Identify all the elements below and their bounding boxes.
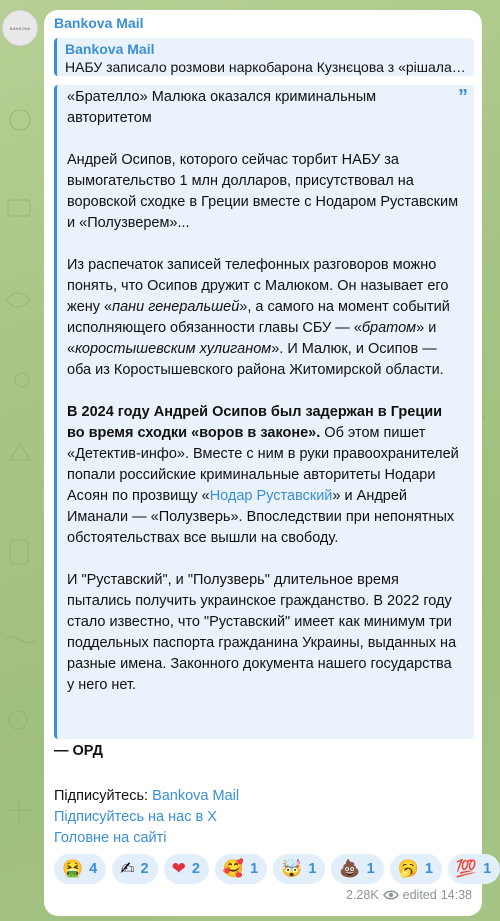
reply-preview[interactable] <box>54 38 474 76</box>
heart-emoji-icon: ❤ <box>171 859 186 879</box>
yawn-emoji-icon: 🥱 <box>397 859 419 879</box>
reaction-count: 1 <box>366 861 375 877</box>
reaction-count: 2 <box>191 861 200 877</box>
reaction-count: 1 <box>424 861 433 877</box>
quote-block <box>54 85 474 739</box>
sender-name[interactable]: Bankova Mail <box>54 15 144 31</box>
subscribe-line-1 <box>54 786 239 807</box>
bankova-mail-link[interactable]: Bankova Mail <box>152 788 240 804</box>
text-span: » и Андрей Иманали — «Полузверь». Впоследствии при непонятных обстоятельствах все вышли на свободу. <box>67 488 455 546</box>
reaction-heart[interactable] <box>164 854 209 884</box>
writing-hand-emoji-icon: ✍ <box>120 859 135 879</box>
reaction-hundred[interactable] <box>448 854 500 884</box>
italic-text: пани генеральшей <box>112 299 240 315</box>
nodar-link[interactable]: Нодар Руставский <box>209 488 333 504</box>
reaction-count: 1 <box>308 861 317 877</box>
reaction-yawn[interactable] <box>390 854 442 884</box>
reactions-bar <box>54 854 492 884</box>
exploding-head-emoji-icon: 🤯 <box>281 859 303 879</box>
signature: — ОРД <box>54 743 103 759</box>
quote-icon: ” <box>458 86 468 108</box>
quote-paragraph-2: Андрей Осипов, которого сейчас торбит НАБУ за вымогательство 1 млн долларов, присутствовал на воровской сходке в Греции вместе с Нодаром Руставским и «Полузверем»... <box>67 152 459 231</box>
hundred-emoji-icon: 💯 <box>455 859 478 879</box>
subscribe-x-link[interactable]: Підписуйтесь на нас в X <box>54 809 217 825</box>
reply-sender-name: Bankova Mail <box>65 41 155 57</box>
text-span: Об этом пишет «Детектив-инфо». Вместе с ним в руки правоохранителей попали российские криминальные авторитеты Нодари Асоян по прозвищу « <box>67 425 459 504</box>
reaction-count: 4 <box>89 861 98 877</box>
reaction-count: 2 <box>140 861 149 877</box>
vomit-emoji-icon: 🤮 <box>62 859 84 879</box>
reaction-vomit[interactable] <box>54 854 106 884</box>
text-span: » и « <box>67 320 437 357</box>
channel-avatar[interactable] <box>2 10 38 46</box>
poop-emoji-icon: 💩 <box>339 859 361 879</box>
quote-paragraph-1: «Брателло» Малюка оказался криминальным авторитетом <box>67 89 377 126</box>
message-bubble <box>44 10 492 916</box>
italic-text: братом <box>361 320 417 336</box>
quote-paragraph-3 <box>67 255 462 381</box>
reaction-smiling-hearts[interactable] <box>215 854 267 884</box>
reaction-poop[interactable] <box>331 854 383 884</box>
edited-label: edited <box>402 888 437 902</box>
quote-paragraph-5: И "Руставский", и "Полузверь" длительное время пытались получить украинское гражданство. В 2022 году стало известно, что "Руставский" имеет как минимум три поддельных паспорта гражданина Украины, выданных на разные имена. Законного документа нашего государства у него нет. <box>67 572 457 693</box>
message-meta <box>346 888 472 902</box>
text-span: ». И Малюк, и Осипов — оба из Коростышевского района Житомирской области. <box>67 341 444 378</box>
reply-text: НАБУ записало розмови наркобарона Кузнєцова з «рішала… <box>65 59 466 75</box>
reaction-exploding-head[interactable] <box>273 854 325 884</box>
avatar-logo-text: BANKOVA <box>9 25 31 31</box>
italic-text: коростышевским хулиганом <box>75 341 272 357</box>
subscribe-prefix: Підписуйтесь: <box>54 788 153 804</box>
message-time: 14:38 <box>440 888 472 902</box>
view-count: 2.28K <box>345 888 379 902</box>
quote-paragraph-4 <box>67 402 462 549</box>
reaction-count: 1 <box>483 861 492 877</box>
subscribe-block <box>54 786 239 849</box>
text-span: », а самого на момент событий исполняющего обязанности главы СБУ — « <box>67 299 450 336</box>
bold-text: В 2024 году Андрей Осипов был задержан в Греции во время сходки «воров в законе». <box>67 404 443 441</box>
text-span: Из распечаток записей телефонных разговоров можно понять, что Осипов дружит с Малюком. Он называет его жену « <box>67 257 449 315</box>
reaction-writing[interactable] <box>112 854 157 884</box>
reaction-count: 1 <box>250 861 259 877</box>
main-site-link[interactable]: Головне на сайті <box>54 830 167 846</box>
eye-icon <box>383 889 399 901</box>
smiling-hearts-emoji-icon: 🥰 <box>222 859 245 879</box>
